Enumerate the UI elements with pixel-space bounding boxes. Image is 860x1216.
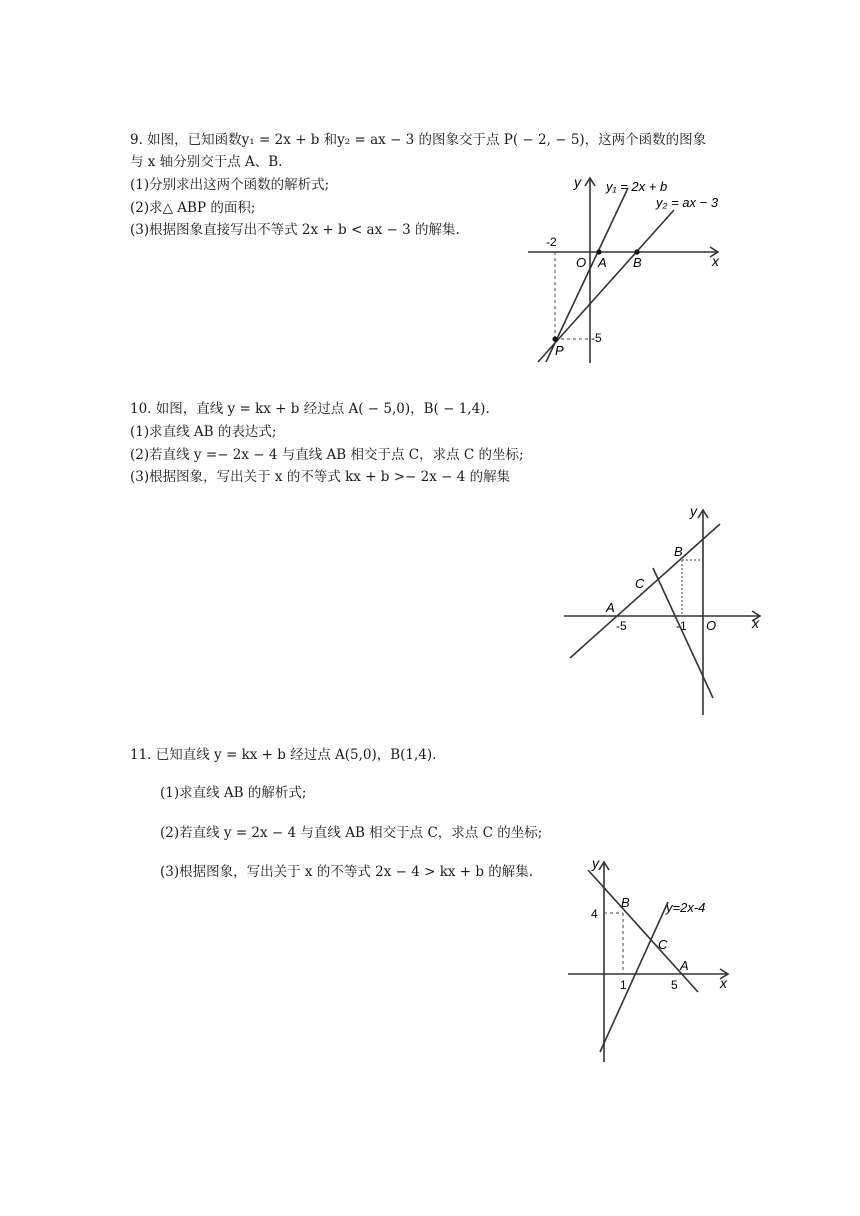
q9-point-b (634, 249, 639, 254)
q11-line-1: 11. 已知直线 y = kx + b 经过点 A(5,0)，B(1,4). (130, 747, 437, 763)
q10-line-c (653, 568, 713, 698)
q11-line-4: (3)根据图象，写出关于 x 的不等式 2x − 4 > kx + b 的解集. (160, 864, 534, 880)
q9-point-p (552, 336, 557, 341)
q11-y-label: y (592, 855, 599, 871)
q10-line-4: (3)根据图象，写出关于 x 的不等式 kx + b >− 2x − 4 的解集 (130, 469, 511, 485)
q10-line-3: (2)若直线 y =− 2x − 4 与直线 AB 相交于点 C，求点 C 的坐标; (130, 447, 524, 463)
q9-line-1: 9. 如图，已知函数y₁ = 2x + b 和y₂ = ax − 3 的图象交于点 P( − 2, − 5)，这两个函数的图象 (130, 132, 707, 148)
q9-p-label: P (555, 343, 564, 358)
q9-y1-label: y₁ = 2x + b (606, 179, 668, 194)
q10-origin-label: O (706, 618, 717, 633)
q11-a-label: A (680, 958, 689, 973)
q11-four-label: 4 (591, 907, 598, 921)
q10-neg5-label: -5 (616, 619, 627, 633)
q11-line-2: (1)求直线 AB 的解析式; (160, 785, 307, 801)
q11-b-label: B (621, 895, 630, 910)
q10-x-label: x (752, 615, 759, 631)
q11-five-label: 5 (671, 978, 678, 992)
q9-a-label: A (598, 255, 607, 270)
q9-origin-label: O (576, 255, 587, 270)
q9-x-label: x (712, 253, 719, 269)
q9-line-5: (3)根据图象直接写出不等式 2x + b < ax − 3 的解集. (130, 222, 460, 238)
q9-y2-label: y₂ = ax − 3 (656, 195, 719, 210)
q11-figure (560, 852, 740, 1067)
q11-x-label: x (720, 975, 727, 991)
q9-line-y2 (538, 210, 674, 362)
q10-y-label: y (690, 503, 697, 519)
q10-line-ab (570, 524, 720, 658)
q9-figure (520, 168, 730, 373)
q9-line-3: (1)分别求出这两个函数的解析式; (130, 177, 330, 193)
q10-b-label: B (674, 544, 683, 559)
q9-neg2-label: -2 (546, 235, 557, 249)
q9-line-4: (2)求△ ABP 的面积; (130, 200, 256, 216)
q10-line-2: (1)求直线 AB 的表达式; (130, 424, 277, 440)
q9-b-label: B (633, 255, 642, 270)
q9-point-a (596, 249, 601, 254)
q10-a-label: A (606, 600, 615, 615)
q9-y-label: y (574, 174, 581, 190)
q10-c-label: C (635, 576, 645, 591)
q11-line-2x-4 (600, 902, 668, 1052)
q11-line-label: y=2x-4 (666, 900, 706, 915)
q10-neg1-label: -1 (676, 619, 687, 633)
q10-line-1: 10. 如图，直线 y = kx + b 经过点 A( − 5,0)，B( − 1,4). (130, 401, 490, 417)
q11-line-3: (2)若直线 y = 2x − 4 与直线 AB 相交于点 C，求点 C 的坐标; (160, 825, 543, 841)
q11-c-label: C (658, 937, 668, 952)
q11-one-label: 1 (620, 978, 627, 992)
q9-neg5-label: -5 (591, 331, 602, 345)
q10-figure (560, 500, 770, 720)
q9-line-2: 与 x 轴分别交于点 A、B. (130, 154, 283, 170)
